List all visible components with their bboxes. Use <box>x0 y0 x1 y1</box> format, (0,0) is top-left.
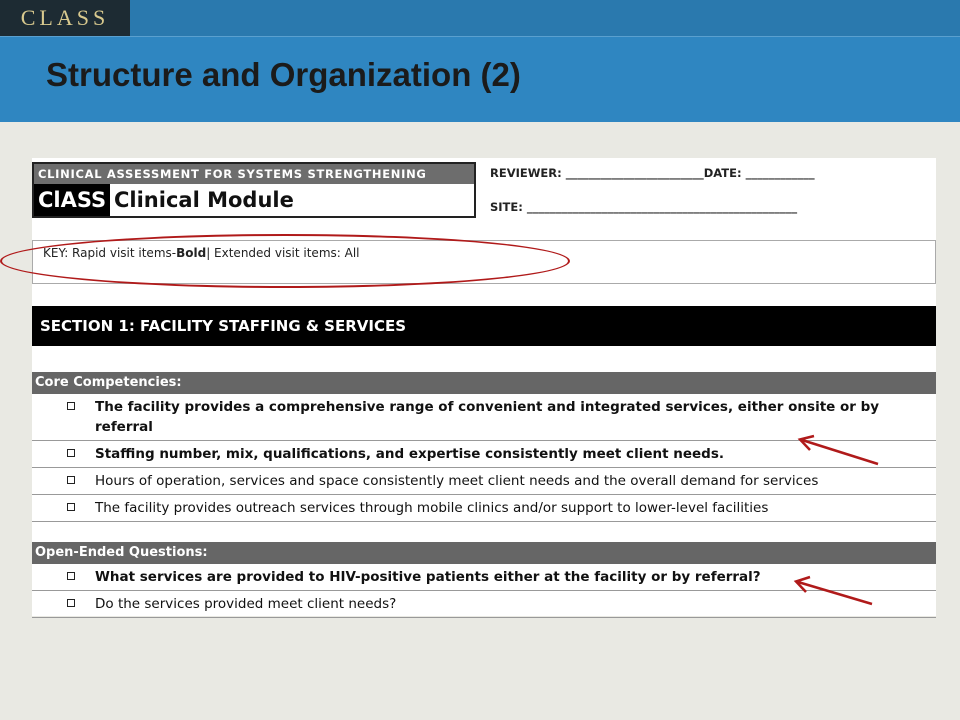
core-competencies-header: Core Competencies: <box>32 372 936 394</box>
list-item: Hours of operation, services and space consistently meet client needs and the overall demand for services <box>32 468 936 495</box>
site-line: SITE: _______________________________________________ <box>490 200 798 214</box>
checkbox-icon[interactable] <box>67 402 75 410</box>
header-strip <box>0 0 960 37</box>
module-banner: CLINICAL ASSESSMENT FOR SYSTEMS STRENGTHENING <box>34 164 474 184</box>
key-bold: Bold <box>176 246 207 260</box>
checkbox-icon[interactable] <box>67 599 75 607</box>
list-item: Staffing number, mix, qualifications, and expertise consistently meet client needs. <box>32 441 936 468</box>
list-item: The facility provides a comprehensive range of convenient and integrated services, either onsite or by referral <box>32 394 936 441</box>
brand-label: ClASS <box>34 184 110 216</box>
reviewer-date-line: REVIEWER: ________________________DATE: ____________ <box>490 166 815 180</box>
document-excerpt <box>32 158 936 616</box>
list-item: What services are provided to HIV-positive patients either at the facility or by referral? <box>32 564 936 591</box>
open-ended-header: Open-Ended Questions: <box>32 542 936 564</box>
list-item: The facility provides outreach services through mobile clinics and/or support to lower-level facilities <box>32 495 936 522</box>
list-item: Do the services provided meet client needs? <box>32 591 936 618</box>
arrow-icon <box>786 574 886 610</box>
checkbox-icon[interactable] <box>67 503 75 511</box>
highlight-ellipse <box>0 234 570 288</box>
checkbox-icon[interactable] <box>67 572 75 580</box>
module-title-box <box>32 162 476 218</box>
slide-title: Structure and Organization (2) <box>46 56 521 93</box>
slide-header <box>0 0 960 122</box>
class-logo: CLASS <box>0 0 130 36</box>
key-prefix: KEY: Rapid visit items- <box>43 246 177 260</box>
arrow-icon <box>790 432 890 472</box>
module-name: Clinical Module <box>114 188 294 212</box>
section-title: SECTION 1: FACILITY STAFFING & SERVICES <box>32 306 936 346</box>
checkbox-icon[interactable] <box>67 449 75 457</box>
checkbox-icon[interactable] <box>67 476 75 484</box>
key-suffix: | Extended visit items: All <box>206 246 360 260</box>
